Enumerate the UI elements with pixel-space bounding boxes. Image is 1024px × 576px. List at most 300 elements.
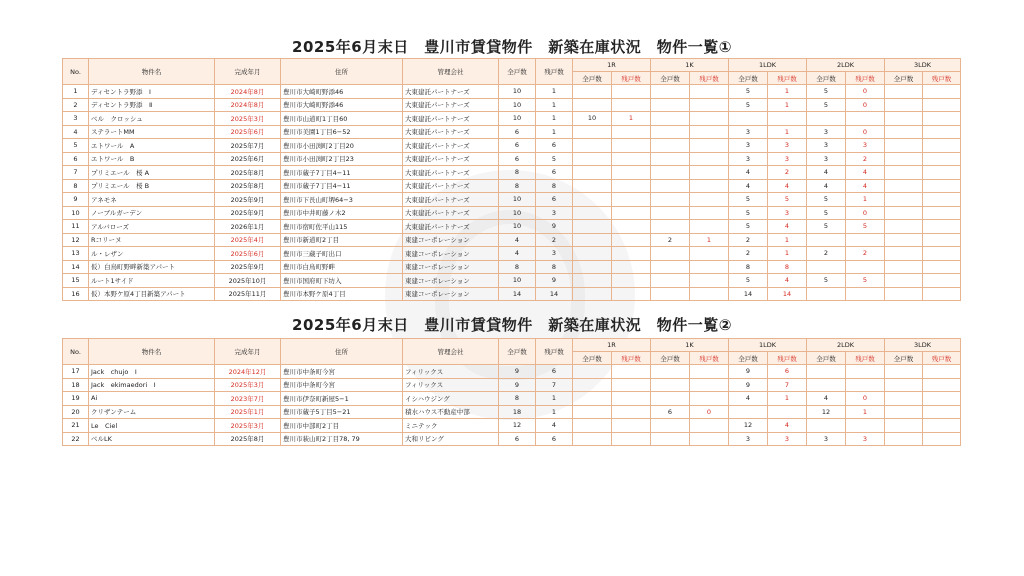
cell-type-total: 3 [807, 152, 846, 166]
cell-type-remaining [923, 247, 961, 261]
cell-type-total [651, 274, 690, 288]
cell-type-total: 9 [729, 365, 768, 379]
cell-type-remaining [690, 152, 729, 166]
cell-type-total [651, 125, 690, 139]
cell-total: 14 [499, 287, 536, 301]
cell-remaining: 4 [536, 419, 573, 433]
cell-type-total [573, 378, 612, 392]
cell-type-total [573, 233, 612, 247]
cell-type-total [573, 392, 612, 406]
cell-remaining: 1 [536, 405, 573, 419]
cell-property-name: ノーブルガーデン [89, 206, 215, 220]
cell-remaining: 5 [536, 152, 573, 166]
cell-type-remaining [612, 220, 651, 234]
cell-address: 豊川市三蔵子町出口 [281, 247, 403, 261]
subheader-total: 全戸数 [651, 72, 690, 85]
cell-remaining: 3 [536, 247, 573, 261]
header-completion: 完成年月 [215, 59, 281, 85]
cell-type-total: 5 [729, 98, 768, 112]
cell-type-remaining [690, 287, 729, 301]
cell-address: 豊川市新道町2丁目 [281, 233, 403, 247]
cell-type-total [729, 112, 768, 126]
cell-no: 10 [63, 206, 89, 220]
cell-remaining: 1 [536, 112, 573, 126]
subheader-remaining: 残戸数 [846, 72, 885, 85]
table-row [63, 166, 961, 180]
cell-no: 19 [63, 392, 89, 406]
cell-no: 1 [63, 85, 89, 99]
cell-type-total: 3 [807, 139, 846, 153]
cell-type-total [885, 378, 923, 392]
cell-no: 6 [63, 152, 89, 166]
cell-type-remaining [923, 419, 961, 433]
cell-type-remaining: 4 [768, 274, 807, 288]
table-row [63, 419, 961, 433]
cell-type-total [807, 419, 846, 433]
cell-property-name: エトワール B [89, 152, 215, 166]
cell-type-remaining: 1 [768, 125, 807, 139]
cell-type-total: 5 [729, 206, 768, 220]
cell-remaining: 6 [536, 193, 573, 207]
cell-type-remaining: 0 [846, 125, 885, 139]
cell-no: 5 [63, 139, 89, 153]
cell-type-total: 2 [729, 233, 768, 247]
cell-type-remaining [690, 166, 729, 180]
cell-type-total: 5 [807, 206, 846, 220]
cell-type-total [573, 206, 612, 220]
cell-type-total [885, 432, 923, 446]
cell-type-total [885, 233, 923, 247]
cell-property-name: ルート1サイド [89, 274, 215, 288]
cell-total: 8 [499, 392, 536, 406]
cell-company: 大東建託パートナーズ [403, 220, 499, 234]
cell-type-remaining [690, 378, 729, 392]
table-row [63, 260, 961, 274]
cell-remaining: 1 [536, 98, 573, 112]
cell-completion-date: 2025年6月 [215, 247, 281, 261]
cell-property-name: アルバローズ [89, 220, 215, 234]
subheader-remaining: 残戸数 [768, 72, 807, 85]
cell-type-remaining [923, 432, 961, 446]
cell-property-name: Jack ekimaedori Ⅰ [89, 378, 215, 392]
cell-type-total [573, 247, 612, 261]
cell-type-remaining [612, 274, 651, 288]
cell-type-remaining [690, 85, 729, 99]
cell-type-remaining: 5 [768, 193, 807, 207]
cell-type-total [807, 365, 846, 379]
cell-type-remaining [690, 392, 729, 406]
cell-no: 7 [63, 166, 89, 180]
header-type-1k: 1K [651, 59, 729, 72]
table-row [63, 392, 961, 406]
cell-type-remaining [768, 405, 807, 419]
subheader-remaining: 残戸数 [768, 352, 807, 365]
table-row [63, 432, 961, 446]
cell-type-total [885, 112, 923, 126]
cell-property-name: ディセントラ野添 Ⅱ [89, 98, 215, 112]
cell-company: 大東建託パートナーズ [403, 112, 499, 126]
cell-type-total [885, 193, 923, 207]
cell-type-remaining [923, 287, 961, 301]
cell-completion-date: 2025年4月 [215, 233, 281, 247]
cell-type-remaining: 3 [846, 432, 885, 446]
cell-type-remaining: 0 [846, 392, 885, 406]
cell-type-total: 3 [729, 139, 768, 153]
cell-company: 大東建託パートナーズ [403, 139, 499, 153]
cell-company: イシハウジング [403, 392, 499, 406]
header-type-2ldk: 2LDK [807, 59, 885, 72]
cell-address: 豊川市中条町今宮 [281, 378, 403, 392]
header-type-1ldk: 1LDK [729, 339, 807, 352]
cell-type-remaining: 4 [846, 179, 885, 193]
cell-total: 10 [499, 193, 536, 207]
cell-no: 8 [63, 179, 89, 193]
cell-type-total [573, 179, 612, 193]
cell-address: 豊川市本野ケ原4丁目 [281, 287, 403, 301]
cell-type-remaining [612, 206, 651, 220]
cell-type-remaining [923, 98, 961, 112]
cell-type-total [807, 260, 846, 274]
cell-property-name: 仮）白鳥町野畔新築アパート [89, 260, 215, 274]
cell-no: 9 [63, 193, 89, 207]
cell-type-total: 9 [729, 378, 768, 392]
cell-type-total [885, 392, 923, 406]
cell-type-total: 5 [807, 220, 846, 234]
cell-type-total [807, 233, 846, 247]
cell-type-total [807, 287, 846, 301]
cell-company: フィリックス [403, 378, 499, 392]
cell-type-total [573, 274, 612, 288]
cell-no: 20 [63, 405, 89, 419]
cell-type-remaining [690, 247, 729, 261]
cell-remaining: 9 [536, 274, 573, 288]
cell-property-name: ベル クロッシュ [89, 112, 215, 126]
cell-total: 10 [499, 112, 536, 126]
cell-type-total: 5 [807, 85, 846, 99]
cell-type-total: 2 [729, 247, 768, 261]
cell-no: 16 [63, 287, 89, 301]
cell-type-total: 2 [651, 233, 690, 247]
subheader-total: 全戸数 [885, 352, 923, 365]
cell-completion-date: 2025年10月 [215, 274, 281, 288]
cell-type-remaining [923, 405, 961, 419]
cell-completion-date: 2025年11月 [215, 287, 281, 301]
cell-type-total: 4 [729, 166, 768, 180]
cell-completion-date: 2024年8月 [215, 85, 281, 99]
cell-total: 9 [499, 378, 536, 392]
cell-type-remaining: 0 [846, 85, 885, 99]
cell-type-total [885, 98, 923, 112]
cell-company: ミニテック [403, 419, 499, 433]
property-table-2 [62, 338, 961, 446]
cell-type-remaining: 4 [768, 220, 807, 234]
subheader-remaining: 残戸数 [612, 72, 651, 85]
cell-type-total [885, 405, 923, 419]
cell-company: 東建コーポレーション [403, 260, 499, 274]
cell-no: 14 [63, 260, 89, 274]
cell-total: 10 [499, 85, 536, 99]
cell-type-remaining [612, 405, 651, 419]
cell-address: 豊川市萩山町2丁目78, 79 [281, 432, 403, 446]
cell-type-total: 14 [729, 287, 768, 301]
cell-completion-date: 2025年8月 [215, 432, 281, 446]
cell-type-total [651, 179, 690, 193]
cell-type-total [573, 365, 612, 379]
cell-type-total [651, 112, 690, 126]
cell-type-remaining [923, 274, 961, 288]
cell-address: 豊川市中条町今宮 [281, 365, 403, 379]
cell-completion-date: 2026年1月 [215, 220, 281, 234]
subheader-total: 全戸数 [807, 72, 846, 85]
cell-address: 豊川市小田渕町2丁目20 [281, 139, 403, 153]
cell-no: 4 [63, 125, 89, 139]
cell-type-remaining [846, 233, 885, 247]
cell-type-remaining: 3 [768, 432, 807, 446]
cell-company: 大東建託パートナーズ [403, 206, 499, 220]
cell-type-remaining [690, 432, 729, 446]
cell-type-total: 4 [807, 392, 846, 406]
cell-total: 6 [499, 125, 536, 139]
cell-completion-date: 2023年7月 [215, 392, 281, 406]
cell-type-remaining [612, 193, 651, 207]
cell-property-name: ディセントラ野添 Ⅰ [89, 85, 215, 99]
cell-type-total [885, 247, 923, 261]
cell-completion-date: 2025年3月 [215, 378, 281, 392]
cell-type-total [651, 85, 690, 99]
cell-type-total: 2 [807, 247, 846, 261]
cell-type-total [885, 125, 923, 139]
cell-completion-date: 2024年12月 [215, 365, 281, 379]
cell-type-remaining [923, 206, 961, 220]
cell-type-remaining: 1 [846, 193, 885, 207]
cell-type-remaining [612, 260, 651, 274]
cell-type-remaining: 1 [846, 405, 885, 419]
cell-type-remaining: 14 [768, 287, 807, 301]
cell-type-total [651, 220, 690, 234]
cell-type-remaining [612, 365, 651, 379]
cell-type-remaining [612, 98, 651, 112]
header-name: 物件名 [89, 59, 215, 85]
cell-type-remaining: 0 [846, 206, 885, 220]
cell-type-total: 5 [807, 274, 846, 288]
cell-completion-date: 2025年9月 [215, 193, 281, 207]
cell-type-remaining: 1 [768, 85, 807, 99]
cell-type-total: 4 [807, 166, 846, 180]
cell-no: 17 [63, 365, 89, 379]
cell-type-total: 5 [729, 85, 768, 99]
cell-type-remaining [612, 378, 651, 392]
cell-completion-date: 2025年3月 [215, 112, 281, 126]
subheader-remaining: 残戸数 [923, 352, 961, 365]
subheader-total: 全戸数 [573, 72, 612, 85]
header-type-3ldk: 3LDK [885, 59, 961, 72]
cell-no: 3 [63, 112, 89, 126]
table-row [63, 247, 961, 261]
cell-type-total [573, 152, 612, 166]
cell-type-total [651, 193, 690, 207]
cell-type-remaining [612, 287, 651, 301]
cell-type-remaining: 4 [846, 166, 885, 180]
cell-type-total [573, 85, 612, 99]
cell-address: 豊川市美園1丁目6−52 [281, 125, 403, 139]
cell-completion-date: 2025年7月 [215, 139, 281, 153]
cell-type-remaining [923, 139, 961, 153]
cell-no: 18 [63, 378, 89, 392]
cell-type-remaining [612, 166, 651, 180]
cell-company: 東建コーポレーション [403, 287, 499, 301]
cell-type-remaining: 7 [768, 378, 807, 392]
cell-type-remaining: 3 [846, 139, 885, 153]
cell-type-total [651, 287, 690, 301]
cell-type-remaining [612, 179, 651, 193]
cell-type-total [729, 405, 768, 419]
cell-type-total: 4 [729, 392, 768, 406]
cell-company: 大東建託パートナーズ [403, 166, 499, 180]
cell-company: 大東建託パートナーズ [403, 85, 499, 99]
cell-property-name: プリミエール 桜 B [89, 179, 215, 193]
cell-total: 10 [499, 274, 536, 288]
cell-property-name: クリザンテーム [89, 405, 215, 419]
header-no: No. [63, 339, 89, 365]
cell-type-remaining [923, 85, 961, 99]
cell-property-name: ベルLK [89, 432, 215, 446]
cell-type-total [573, 287, 612, 301]
table-row [63, 125, 961, 139]
cell-type-total: 3 [729, 125, 768, 139]
cell-type-remaining [690, 274, 729, 288]
header-remaining: 残戸数 [536, 59, 573, 85]
cell-type-remaining [690, 206, 729, 220]
cell-type-total: 3 [729, 432, 768, 446]
cell-type-remaining [690, 139, 729, 153]
cell-type-remaining [690, 260, 729, 274]
cell-type-total: 4 [729, 179, 768, 193]
cell-type-total [885, 139, 923, 153]
cell-remaining: 1 [536, 125, 573, 139]
cell-completion-date: 2025年9月 [215, 260, 281, 274]
cell-type-remaining [690, 220, 729, 234]
cell-type-remaining: 5 [846, 220, 885, 234]
cell-address: 豊川市国府町下坊入 [281, 274, 403, 288]
table-row [63, 179, 961, 193]
cell-type-remaining [690, 179, 729, 193]
cell-type-total [573, 125, 612, 139]
cell-type-total [885, 365, 923, 379]
cell-address: 豊川市宿町佐平山115 [281, 220, 403, 234]
cell-type-total [651, 378, 690, 392]
cell-type-remaining [690, 98, 729, 112]
cell-type-remaining [923, 152, 961, 166]
cell-completion-date: 2025年9月 [215, 206, 281, 220]
cell-property-name: 仮）本野ケ原4丁目新築アパート [89, 287, 215, 301]
cell-type-total [651, 419, 690, 433]
cell-type-total [885, 287, 923, 301]
cell-total: 8 [499, 179, 536, 193]
cell-type-total [573, 419, 612, 433]
cell-company: 大東建託パートナーズ [403, 125, 499, 139]
cell-type-total [885, 152, 923, 166]
cell-company: 大和リビング [403, 432, 499, 446]
cell-no: 11 [63, 220, 89, 234]
cell-property-name: Rコリーヌ [89, 233, 215, 247]
cell-no: 2 [63, 98, 89, 112]
cell-type-total: 5 [729, 193, 768, 207]
cell-type-remaining [923, 112, 961, 126]
cell-type-remaining: 1 [768, 233, 807, 247]
table-row [63, 139, 961, 153]
cell-remaining: 6 [536, 432, 573, 446]
cell-type-total [885, 419, 923, 433]
cell-property-name: ル・レザン [89, 247, 215, 261]
table-row [63, 220, 961, 234]
cell-type-total [651, 392, 690, 406]
cell-type-remaining [690, 112, 729, 126]
cell-property-name: Ai [89, 392, 215, 406]
cell-company: 積水ハウス不動産中部 [403, 405, 499, 419]
cell-completion-date: 2025年3月 [215, 419, 281, 433]
cell-completion-date: 2025年1月 [215, 405, 281, 419]
header-total: 全戸数 [499, 339, 536, 365]
cell-type-total [573, 405, 612, 419]
cell-type-remaining [690, 193, 729, 207]
header-total: 全戸数 [499, 59, 536, 85]
cell-type-remaining [923, 220, 961, 234]
cell-property-name: ステラートMM [89, 125, 215, 139]
cell-remaining: 1 [536, 85, 573, 99]
table-row [63, 152, 961, 166]
cell-type-remaining [690, 125, 729, 139]
cell-address: 豊川市大崎町野添46 [281, 98, 403, 112]
cell-type-remaining [690, 365, 729, 379]
cell-address: 豊川市山道町1丁目60 [281, 112, 403, 126]
cell-type-total [651, 365, 690, 379]
header-type-2ldk: 2LDK [807, 339, 885, 352]
cell-total: 9 [499, 365, 536, 379]
cell-total: 8 [499, 166, 536, 180]
cell-type-total: 5 [807, 193, 846, 207]
cell-type-remaining [923, 125, 961, 139]
cell-type-total [651, 206, 690, 220]
header-name: 物件名 [89, 339, 215, 365]
header-type-3ldk: 3LDK [885, 339, 961, 352]
cell-type-total [807, 112, 846, 126]
cell-company: 大東建託パートナーズ [403, 98, 499, 112]
cell-type-total: 10 [573, 112, 612, 126]
cell-type-total [885, 260, 923, 274]
cell-address: 豊川市蔵子7丁目4−11 [281, 179, 403, 193]
cell-type-remaining [612, 247, 651, 261]
cell-type-total [651, 166, 690, 180]
cell-type-total [651, 432, 690, 446]
cell-type-total [807, 378, 846, 392]
cell-completion-date: 2025年8月 [215, 166, 281, 180]
cell-completion-date: 2025年6月 [215, 152, 281, 166]
cell-type-total [885, 179, 923, 193]
cell-total: 6 [499, 152, 536, 166]
subheader-total: 全戸数 [885, 72, 923, 85]
cell-type-total [573, 260, 612, 274]
table-row [63, 365, 961, 379]
table-row [63, 193, 961, 207]
page-title-2: 2025年6月末日 豊川市賃貸物件 新築在庫状況 物件一覧② [292, 316, 732, 334]
cell-type-remaining: 1 [768, 247, 807, 261]
cell-total: 10 [499, 206, 536, 220]
cell-type-total [885, 166, 923, 180]
cell-type-total [573, 432, 612, 446]
cell-remaining: 6 [536, 365, 573, 379]
cell-company: 大東建託パートナーズ [403, 152, 499, 166]
cell-remaining: 8 [536, 260, 573, 274]
